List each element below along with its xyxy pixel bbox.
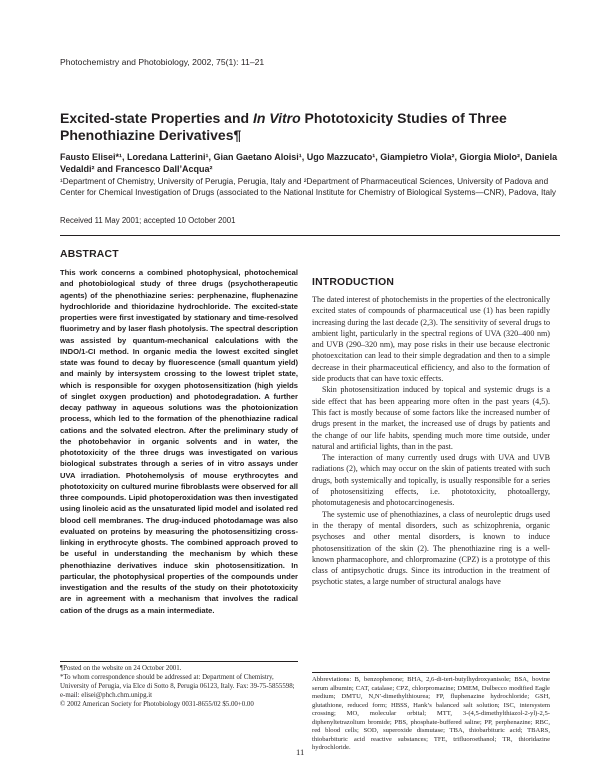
affiliations: ¹Department of Chemistry, University of Perugia, Perugia, Italy and ²Department of Pharmaceutical Sciences, University of Padova and Center for Chemical Investigation of Drugs (associated to the National Institute for Chemistry of Biological Systems—CNR), Padova, Italy — [60, 177, 557, 197]
intro-paragraph: The systemic use of phenothiazines, a class of neuroleptic drugs used in the therapy of mental disorders, such as schizophrenia, organic psychoses and other mental disorders, is known to induce photosensitization of the skin (2). The phenothiazine ring is a well-known pharmacophore, and chlorpromazine (CPZ) is a prototype of this class of antipsychotic drugs. Since its introduction in the treatment of psychotic states, a large number of structural analogs have — [312, 509, 550, 587]
abbreviations: Abbreviations: B, benzophenone; BHA, 2,6-di-tert-butylhydroxyanisole; BSA, bovine serum albumin; CAT, catalase; CPZ, chlorpromazine; DMEM, Dulbecco modified Eagle medium; DMTU, N,N′-dimethylthiourea; FP, fluphenazine hydrochloride; GSH, glutathione, reduced form; HBSS, Hank’s balanced salt solution; ISC, intersystem crossing; MO, molecular orbital; MTT, 3-(4,5-dimethylthiazol-2-yl)-2,5-diphenyltetrazolium bromide; PBS, phosphate-buffered saline; PP, perphenazine; RBC, red blood cells; SOD, superoxide dismutase; TBA, thiobarbituric acid; TBARS, thiobarbituric acid reactive substances; TFE, trifluoroethanol; TR, thioridazine hydrochloride. — [312, 676, 550, 751]
footnote-correspondence: *To whom correspondence should be addressed at: Department of Chemistry, University of Perugia, via Elce di Sotto 8, Perugia 06123, Italy. Fax: 39-75-5855598; e-mail: elisei@phch.chm.unipg.it — [60, 674, 295, 699]
title-text: Excited-state Properties and — [60, 110, 253, 126]
title-text-end: Phototoxicity Studies of Three Phenothiazine Derivatives¶ — [60, 110, 507, 143]
author-list: Fausto Elisei*¹, Loredana Latterini¹, Gian Gaetano Aloisi¹, Ugo Mazzucato¹, Giampietro Viola², Giorgia Miolo², Daniela Vedaldi² and Francesco Dall’Acqua² — [60, 152, 558, 174]
footnote-posted: ¶Posted on the website on 24 October 2001. — [60, 665, 182, 672]
footnote-divider — [60, 661, 298, 662]
intro-paragraph: Skin photosensitization induced by topical and systemic drugs is a side effect that has been appearing more often in the past years (4,5). This fact is mostly because of some factors like the increased number of drugs present in the market, the increased use of drugs by patients and the change of our life habits, spending much more time outside, under natural and artificial lights, than in the past. — [312, 385, 550, 451]
intro-paragraph: The interaction of many currently used drugs with UVA and UVB radiations (2), which may occur on the skin of patients treated with such drugs, both systemically and topically, is usually responsible for a series of photosensitizing effects, i.e. phototoxicity, photoallergy, photomutagenesis and photocarcinogenesis. — [312, 453, 550, 508]
abstract-body: This work concerns a combined photophysical, photochemical and photobiological study of three drugs (psychotherapeutic agents) of the phenothiazine series: perphenazine, fluphenazine hydrochloride and thioridazine hydrochloride. The excited-state properties were first investigated by stationary and time-resolved fluorimetry and by laser flash photolysis. The spectral description was assisted by quantum-mechanical calculations with the INDO/1-CI method. In organic media the lowest excited singlet state was found to decay by fluorescence (small quantum yield) and mainly by intersystem crossing to the lowest triplet state, which is responsible for oxygen photosensitization (high yields of singlet oxygen production) and photodegradation. A further decay pathway in aqueous solutions was the photoionization process, which led to the formation of the phenothiazine radical cations and the solvated electron. After the preliminary study of the photobehavior in organic solvents and in water, the phototoxicity of the three drugs was investigated on various biological substrates through a series of in vitro assays under UVA irradiation. Photohemolysis of mouse erythrocytes and phototoxicity on cultured murine fibroblasts were observed for all three compounds. Lipid photoperoxidation was then investigated using linoleic acid as the unsaturated lipid model and isolated red blood cell membranes. The drug-induced photodamage was also evaluated on proteins by measuring the photosensitizing cross-linking in erythrocyte ghosts. The combined approach proved to be useful in understanding the mechanism by which these phenothiazine derivatives induce skin photosensitization. In particular, the photophysical properties of the compounds under investigation and the results of the study on their phototoxicity are in agreement with a mechanism that involves the radical cation of the drugs as a main intermediate. — [60, 268, 298, 615]
intro-paragraph: The dated interest of photochemists in the properties of the electronically excited states of compounds of pharmaceutical use (1) has been rapidly increasing during the last decade (2,3). The sensitivity of several drugs to ambient light, particularly in the spectral regions of UVA (320–400 nm) and UVB (290–320 nm), may pose risks in their use because electronic photoexcitation can lead to their simple degradation and then to a simple decrease in their pharmaceutical efficiency, and also to the formation of side products that can have toxic effects. — [312, 295, 550, 384]
section-divider — [60, 235, 560, 236]
footnotes — [60, 664, 298, 709]
journal-citation: Photochemistry and Photobiology, 2002, 75(1): 11–21 — [60, 57, 265, 67]
introduction-body — [312, 294, 550, 588]
title-italic-text: In Vitro — [252, 110, 301, 126]
abstract-heading: ABSTRACT — [60, 249, 119, 260]
article-title — [60, 110, 560, 144]
received-dates: Received 11 May 2001; accepted 10 October 2001 — [60, 216, 236, 225]
footnote-copyright: © 2002 American Society for Photobiology 0031-8655/02 $5.00+0.00 — [60, 701, 254, 708]
abbreviations-divider — [312, 672, 550, 673]
page-number: 11 — [296, 747, 305, 757]
introduction-heading: INTRODUCTION — [312, 277, 395, 288]
